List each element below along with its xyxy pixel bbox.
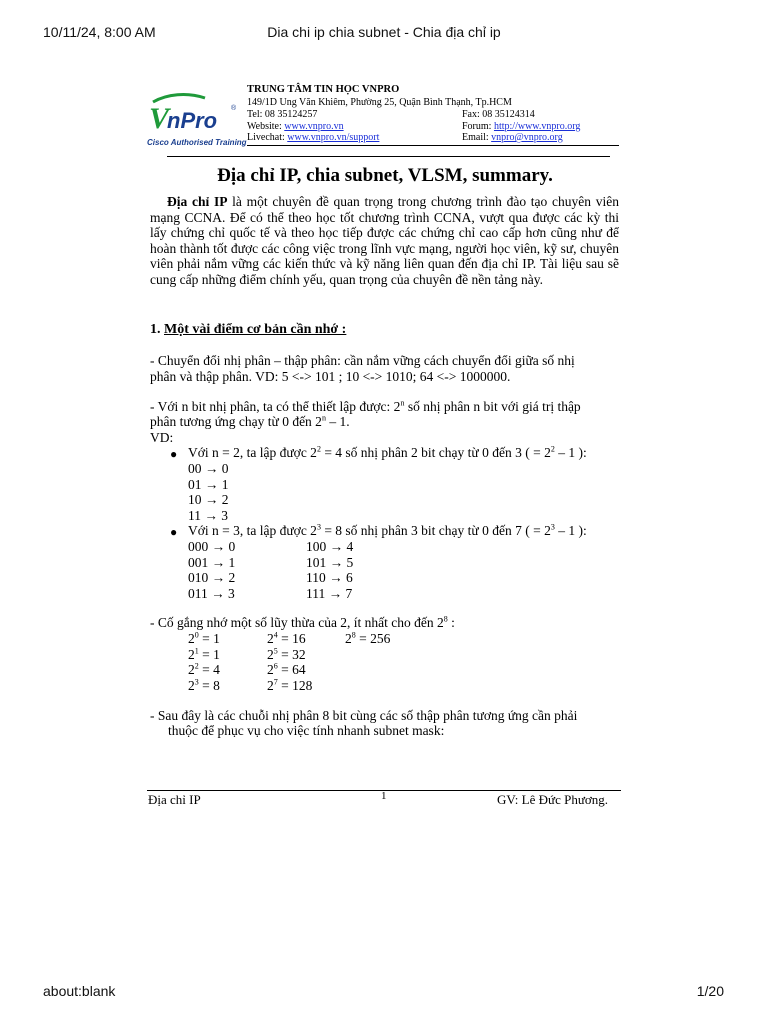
bullet-dot: ● — [170, 447, 178, 461]
org-name: TRUNG TÂM TIN HỌC VNPRO — [247, 84, 400, 95]
three-bit-row: 111 → 7 — [306, 585, 353, 601]
power-of-two: $2^2 = 4$ — [188, 661, 220, 677]
print-url: about:blank — [43, 983, 116, 999]
section-1-heading — [150, 322, 346, 338]
website-label: Website: — [247, 121, 285, 132]
document-title: Địa chỉ IP, chia subnet, VLSM, summary. — [217, 165, 553, 186]
livechat-link[interactable]: www.vnpro.vn/support — [287, 132, 380, 143]
svg-text:®: ® — [231, 105, 237, 112]
three-bit-row: 011 → 3 — [188, 585, 235, 601]
intro-paragraph — [150, 194, 619, 287]
powers-intro-line: - Cố gắng nhớ một số lũy thừa của 2, ít nhất cho đến $2^8$ : — [150, 614, 455, 630]
intro-text: là một chuyên đề quan trọng trong chương trình đào tạo chuyên viên mạng CCNA. Để có thể theo học tốt chương trình CCNA, vượt qua được các kỳ thi lấy chứng chỉ quốc tế và theo học tiếp được các chứng chỉ cao cấp hơn cũng như để hoàn thành tốt được các công việc trong lĩnh vực mạng, người học viên, kỹ sư, chuyên viên phải nắm vững các kiến thức và kỹ năng liên quan đến địa chỉ IP. Tài liệu sau sẽ cung cấp những điểm chính yếu, quan trọng của chuyên đề nền tảng này. — [150, 194, 619, 287]
three-bit-row: 001 → 1 — [188, 554, 236, 570]
power-of-two: $2^6 = 64$ — [267, 661, 306, 677]
two-bit-row: 11 → 3 — [188, 507, 228, 523]
email-label: Email: — [462, 132, 492, 143]
three-bit-row: 010 → 2 — [188, 570, 236, 585]
binary-conversion-line1: - Chuyển đổi nhị phân – thập phân: cần nắm vững cách chuyển đổi giữa số nhị — [150, 353, 575, 368]
two-bit-row: 01 → 1 — [188, 476, 229, 492]
website-link[interactable]: www.vnpro.vn — [284, 121, 344, 132]
power-of-two: $2^0 = 1$ — [188, 630, 220, 646]
example-3bit-line: Với n = 3, ta lập được $2^3 = 8$ số nhị phân 3 bit chạy từ 0 đến 7 ( = $2^3 - 1$ ): — [188, 522, 587, 538]
page-footer-right: GV: Lê Đức Phương. — [497, 792, 608, 807]
svg-text:nPro: nPro — [167, 108, 218, 133]
livechat-label: Livechat: — [247, 132, 288, 143]
eight-bit-intro-line2: thuộc để phục vụ cho việc tính nhanh subnet mask: — [168, 723, 445, 738]
print-datetime: 10/11/24, 8:00 AM — [43, 24, 156, 40]
vd-label: VD: — [150, 430, 174, 445]
power-of-two: $2^8 = 256$ — [345, 630, 391, 646]
intro-bold-lead: Địa chỉ IP — [167, 194, 228, 209]
org-address: 149/1D Ung Văn Khiêm, Phường 25, Quận Bình Thạnh, Tp.HCM — [247, 97, 512, 108]
power-of-two: $2^7 = 128$ — [267, 677, 313, 693]
nbit-line1: - Với n bit nhị phân, ta có thể thiết lập được: 2$^n$ số nhị phân n bit với giá trị thập — [150, 398, 581, 414]
three-bit-row: 110 → 6 — [306, 570, 353, 585]
nbit-line2: phân tương ứng chạy từ 0 đến 2$^n$ – 1. — [150, 413, 350, 429]
bullet-dot: ● — [170, 525, 178, 539]
page-footer-left: Địa chỉ IP — [148, 792, 201, 807]
binary-conversion-line2: phân và thập phân. VD: 5 <-> 101 ; 10 <-> 1010; 64 <-> 1000000. — [150, 369, 511, 384]
org-fax: Fax: 08 35124314 — [462, 109, 535, 120]
power-of-two: $2^5 = 32$ — [267, 646, 306, 662]
section-number: 1. — [150, 322, 164, 337]
power-of-two: $2^4 = 16$ — [267, 630, 306, 646]
three-bit-row: 101 → 5 — [306, 554, 354, 570]
three-bit-row: 000 → 0 — [188, 539, 236, 554]
power-of-two: $2^3 = 8$ — [188, 677, 220, 693]
logo-tagline: Cisco Authorised Training — [147, 138, 247, 147]
forum-link[interactable]: http://www.vnpro.org — [493, 121, 581, 132]
org-tel: Tel: 08 35124257 — [247, 109, 318, 120]
print-page-count: 1/20 — [696, 983, 724, 999]
svg-text:V: V — [149, 102, 170, 135]
org-livechat — [247, 132, 379, 144]
forum-label: Forum: — [462, 121, 494, 132]
example-2bit-line: Với n = 2, ta lập được $2^2 = 4$ số nhị phân 2 bit chạy từ 0 đến 3 ( = $2^2 - 1$ ): — [188, 444, 587, 460]
email-link[interactable]: vnpro@vnpro.org — [491, 132, 563, 143]
eight-bit-intro-line1: - Sau đây là các chuỗi nhị phân 8 bit cùng các số thập phân tương ứng cần phải — [150, 708, 578, 723]
page-footer-number: 1 — [381, 790, 387, 802]
letterhead-rule — [167, 156, 610, 157]
two-bit-row: 10 → 2 — [188, 492, 229, 507]
three-bit-row: 100 → 4 — [306, 539, 354, 554]
letterhead-divider — [247, 145, 619, 146]
two-bit-row: 00 → 0 — [188, 461, 229, 476]
print-title: Dia chi ip chia subnet - Chia địa chỉ ip — [267, 24, 501, 40]
power-of-two: $2^1 = 1$ — [188, 646, 220, 662]
org-email — [462, 132, 563, 144]
section-title: Một vài điểm cơ bản cần nhớ : — [164, 322, 347, 337]
